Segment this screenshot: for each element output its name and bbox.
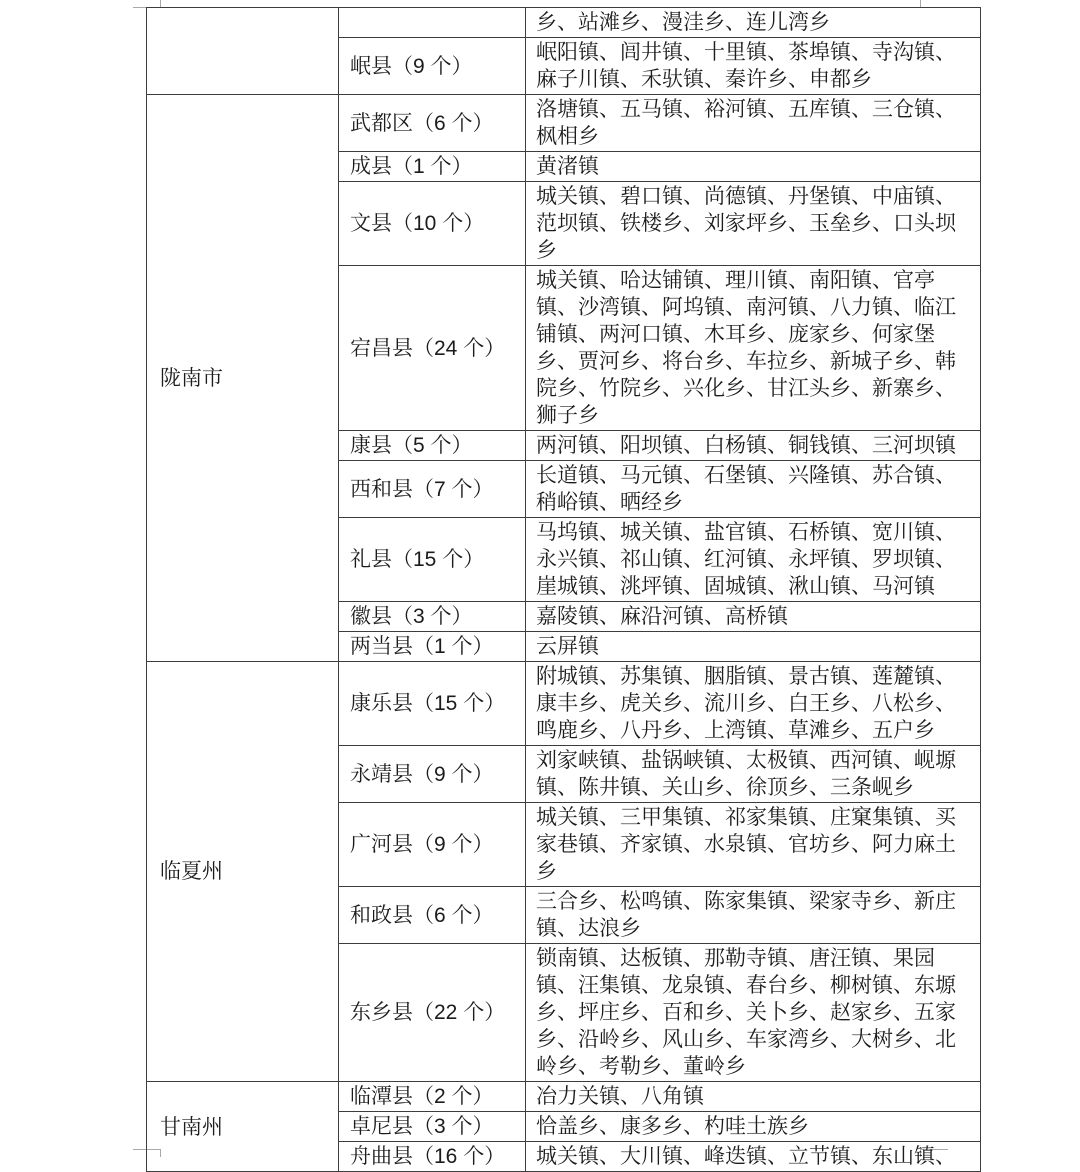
county-cell: 西和县（7 个） [339,461,526,518]
table-row [147,95,981,152]
county-cell: 成县（1 个） [339,152,526,182]
county-cell: 康县（5 个） [339,431,526,461]
county-cell: 武都区（6 个） [339,95,526,152]
county-cell: 和政县（6 个） [339,887,526,944]
city-cell: 甘南州 [147,1082,339,1172]
county-cell: 康乐县（15 个） [339,662,526,746]
county-cell: 卓尼县（3 个） [339,1112,526,1142]
townships-cell: 两河镇、阳坝镇、白杨镇、铜钱镇、三河坝镇 [526,431,981,461]
county-cell: 两当县（1 个） [339,632,526,662]
townships-cell: 城关镇、大川镇、峰迭镇、立节镇、东山镇、 [526,1142,981,1172]
county-cell: 文县（10 个） [339,182,526,266]
county-cell [339,8,526,38]
county-cell: 东乡县（22 个） [339,944,526,1082]
townships-cell: 城关镇、三甲集镇、祁家集镇、庄窠集镇、买家巷镇、齐家镇、水泉镇、官坊乡、阿力麻土乡 [526,803,981,887]
city-cell: 临夏州 [147,662,339,1082]
county-cell: 舟曲县（16 个） [339,1142,526,1172]
table-row [147,662,981,746]
city-cell: 陇南市 [147,95,339,662]
townships-cell: 洛塘镇、五马镇、裕河镇、五库镇、三仓镇、枫相乡 [526,95,981,152]
townships-cell: 三合乡、松鸣镇、陈家集镇、梁家寺乡、新庄镇、达浪乡 [526,887,981,944]
county-cell: 岷县（9 个） [339,38,526,95]
townships-cell: 云屏镇 [526,632,981,662]
county-cell: 永靖县（9 个） [339,746,526,803]
table-row [147,8,981,38]
townships-cell: 附城镇、苏集镇、胭脂镇、景古镇、莲麓镇、康丰乡、虎关乡、流川乡、白王乡、八松乡、鸣鹿乡、八丹乡、上湾镇、草滩乡、五户乡 [526,662,981,746]
townships-cell: 马坞镇、城关镇、盐官镇、石桥镇、宽川镇、永兴镇、祁山镇、红河镇、永坪镇、罗坝镇、崖城镇、洮坪镇、固城镇、湫山镇、马河镇 [526,518,981,602]
county-cell: 礼县（15 个） [339,518,526,602]
county-cell: 广河县（9 个） [339,803,526,887]
townships-cell: 长道镇、马元镇、石堡镇、兴隆镇、苏合镇、稍峪镇、晒经乡 [526,461,981,518]
townships-cell: 岷阳镇、闾井镇、十里镇、茶埠镇、寺沟镇、麻子川镇、禾驮镇、秦许乡、申都乡 [526,38,981,95]
townships-cell: 恰盖乡、康多乡、杓哇土族乡 [526,1112,981,1142]
admin-divisions-table [146,7,981,1172]
townships-cell: 锁南镇、达板镇、那勒寺镇、唐汪镇、果园镇、汪集镇、龙泉镇、春台乡、柳树镇、东塬乡、坪庄乡、百和乡、关卜乡、赵家乡、五家乡、沿岭乡、风山乡、车家湾乡、大树乡、北岭乡、考勒乡、董岭乡 [526,944,981,1082]
townships-cell: 城关镇、碧口镇、尚德镇、丹堡镇、中庙镇、范坝镇、铁楼乡、刘家坪乡、玉垒乡、口头坝乡 [526,182,981,266]
county-cell: 宕昌县（24 个） [339,266,526,431]
townships-cell: 乡、站滩乡、漫洼乡、连儿湾乡 [526,8,981,38]
county-cell: 临潭县（2 个） [339,1082,526,1112]
city-cell [147,8,339,95]
table-row [147,1082,981,1112]
townships-cell: 城关镇、哈达铺镇、理川镇、南阳镇、官亭镇、沙湾镇、阿坞镇、南河镇、八力镇、临江铺镇、两河口镇、木耳乡、庞家乡、何家堡乡、贾河乡、将台乡、车拉乡、新城子乡、韩院乡、竹院乡、兴化乡、甘江头乡、新寨乡、狮子乡 [526,266,981,431]
townships-cell: 黄渚镇 [526,152,981,182]
townships-cell: 刘家峡镇、盐锅峡镇、太极镇、西河镇、岘塬镇、陈井镇、关山乡、徐顶乡、三条岘乡 [526,746,981,803]
county-cell: 徽县（3 个） [339,602,526,632]
townships-cell: 嘉陵镇、麻沿河镇、高桥镇 [526,602,981,632]
townships-cell: 冶力关镇、八角镇 [526,1082,981,1112]
